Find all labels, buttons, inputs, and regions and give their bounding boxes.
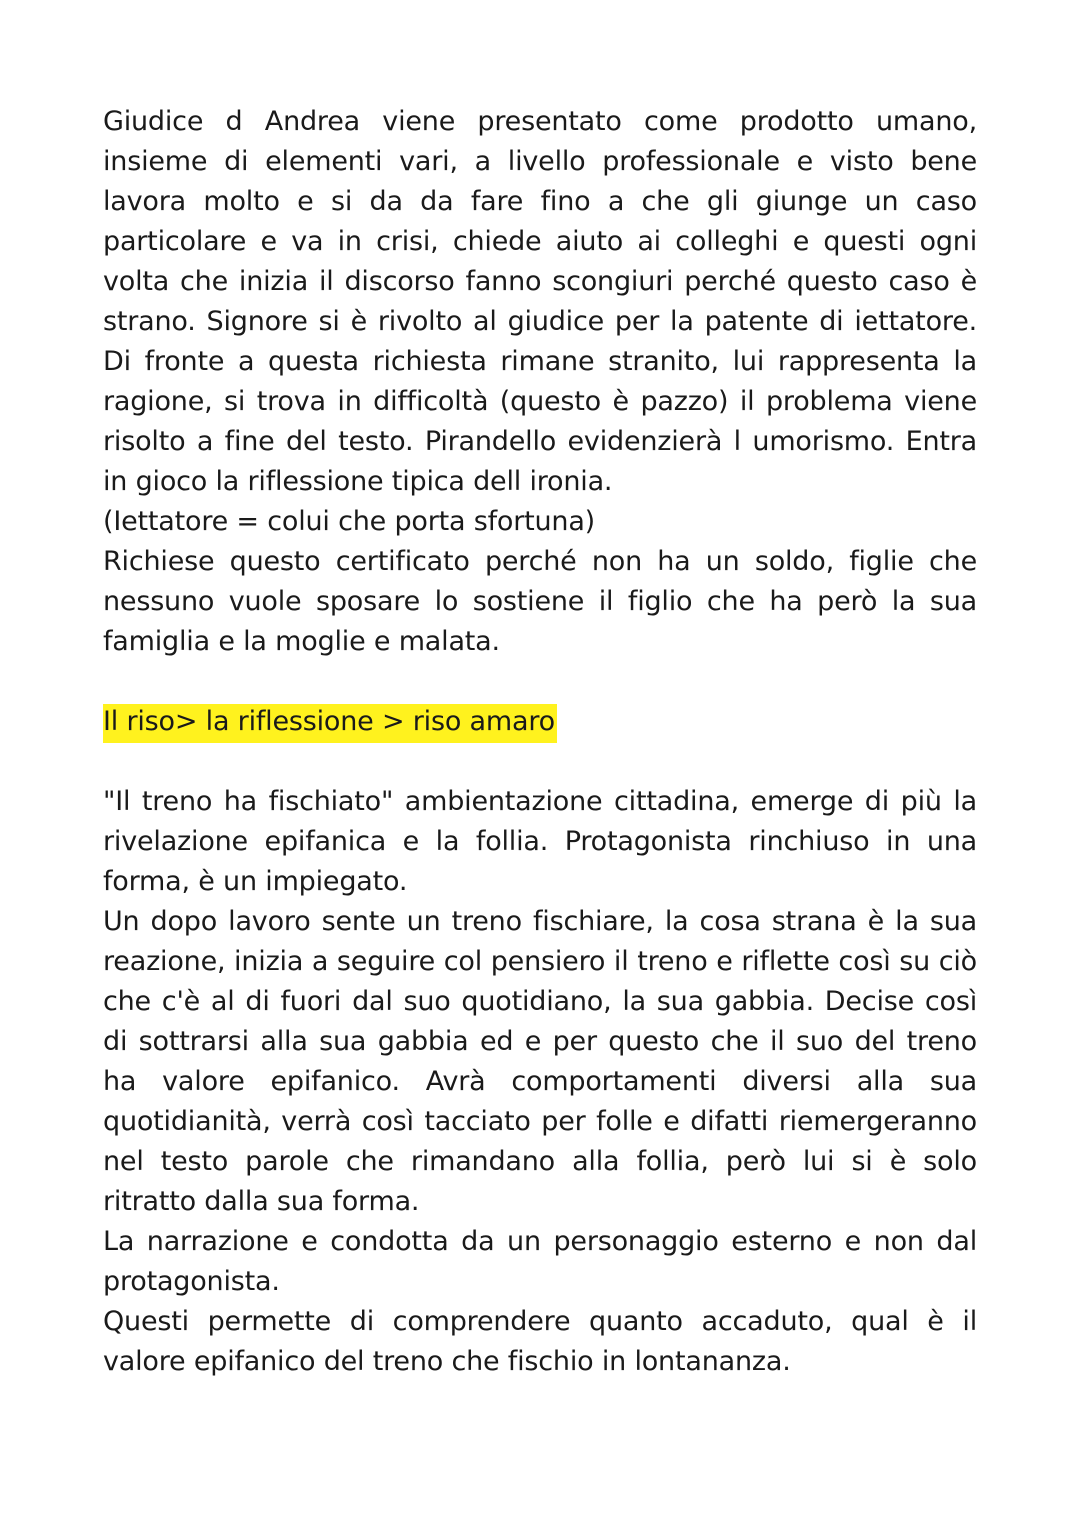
paragraph-valore-epifanico: Questi permette di comprendere quanto accaduto, qual è il valore epifanico del treno che fischio in lontananza. [103, 1306, 977, 1377]
paragraph-treno-intro: "Il treno ha fischiato" ambientazione cittadina, emerge di più la rivelazione epifanica e la follia. Protagonista rinchiuso in una forma, è un impiegato. [103, 786, 977, 897]
paragraph-iettatore-definition: (Iettatore = colui che porta sfortuna) [103, 506, 596, 537]
paragraph-giudice: Giudice d Andrea viene presentato come prodotto umano, insieme di elementi vari, a livello professionale e visto bene lavora molto e si da da fare fino a che gli giunge un caso particolare e va in crisi, chiede aiuto ai colleghi e questi ogni volta che inizia il discorso fanno scongiuri perché questo caso è strano. Signore si è rivolto al giudice per la patente di iettatore. Di fronte a questa richiesta rimane stranito, lui rappresenta la ragione, si trova in difficoltà (questo è pazzo) il problema viene risolto a fine del testo. Pirandello evidenzierà l umorismo. Entra in gioco la riflessione tipica dell ironia. [103, 106, 977, 497]
paragraph-narrazione: La narrazione e condotta da un personaggio esterno e non dal protagonista. [103, 1226, 977, 1297]
paragraph-treno-story: Un dopo lavoro sente un treno fischiare, la cosa strana è la sua reazione, inizia a seguire col pensiero il treno e riflette così su ciò che c'è al di fuori dal suo quotidiano, la sua gabbia. Decise così di sottrarsi alla sua gabbia ed e per questo che il suo del treno ha valore epifanico. Avrà comportamenti diversi alla sua quotidianità, verrà così tacciato per folle e difatti riemergeranno nel testo parole che rimandano alla follia, però lui si è solo ritratto dalla sua forma. [103, 906, 977, 1217]
document-page [103, 102, 977, 1382]
highlighted-text: Il riso> la riflessione > riso amaro [103, 704, 557, 743]
paragraph-certificato: Richiese questo certificato perché non ha un soldo, figlie che nessuno vuole sposare lo sostiene il figlio che ha però la sua famiglia e la moglie e malata. [103, 546, 977, 657]
highlighted-line [103, 702, 977, 742]
